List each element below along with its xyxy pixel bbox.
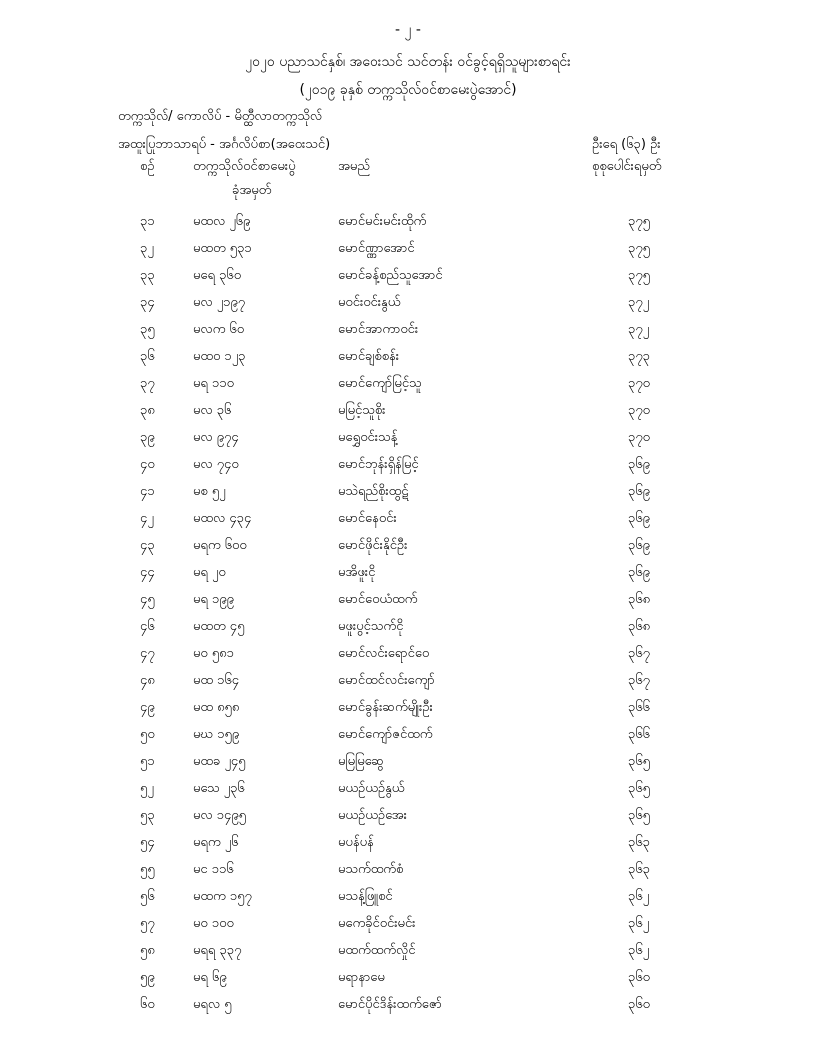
roll-number: မစ ၅၂ bbox=[193, 484, 226, 499]
student-name: မသက်ထက်စံ bbox=[338, 862, 404, 877]
student-name: မပန်ပန် bbox=[338, 835, 374, 850]
table-row bbox=[0, 429, 816, 453]
table-row bbox=[0, 375, 816, 399]
table-row bbox=[0, 483, 816, 507]
total-score: ၃၆၉ bbox=[628, 457, 650, 472]
header-total-score: စုစုပေါင်းရမှတ် bbox=[592, 159, 662, 174]
table-row bbox=[0, 348, 816, 372]
total-score: ၃၆၀ bbox=[628, 997, 650, 1012]
student-name: မဝင်းဝင်းနွယ် bbox=[338, 295, 401, 310]
student-name: မောင်ကျော်ဇင်ထက် bbox=[338, 727, 433, 742]
total-score: ၃၆၀ bbox=[628, 970, 650, 985]
student-name: မကေခိုင်ဝင်းမင်း bbox=[338, 916, 416, 931]
roll-number: မင ၁၁၆ bbox=[193, 862, 234, 877]
student-name: မသန့်ဖြူစင် bbox=[338, 889, 393, 904]
row-number: ၄၀ bbox=[140, 457, 155, 472]
row-number: ၅၇ bbox=[140, 916, 155, 931]
student-name: မောင်ဏ္ဏာအောင် bbox=[338, 241, 415, 256]
student-name: မောင်အာကာဝင်း bbox=[338, 322, 419, 337]
roll-number: မဝ ၅၈၁ bbox=[193, 646, 234, 661]
student-name: မအိဖူးငို bbox=[338, 565, 376, 580]
student-name: မသဲရည်စိုးထွဋ် bbox=[338, 484, 409, 499]
total-score: ၃၇၃ bbox=[628, 349, 650, 364]
student-name: မမြမြဆွေ bbox=[338, 754, 384, 769]
student-name: မယဉ်ယဉ်နွယ် bbox=[338, 781, 405, 796]
total-score: ၃၆၇ bbox=[628, 673, 650, 688]
row-number: ၄၅ bbox=[140, 592, 155, 607]
total-score: ၃၆၈ bbox=[628, 592, 651, 607]
row-number: ၃၁ bbox=[140, 214, 155, 229]
total-score: ၃၇၀ bbox=[628, 403, 650, 418]
row-number: ၃၅ bbox=[140, 322, 155, 337]
row-number: ၅၅ bbox=[140, 862, 155, 877]
student-name: မထက်ထက်လှိုင် bbox=[338, 943, 416, 958]
row-number: ၃၆ bbox=[140, 349, 155, 364]
roll-number: မထဝ ၁၂၃ bbox=[193, 349, 246, 364]
row-number: ၅၁ bbox=[140, 754, 155, 769]
student-name: မောင်ဝေယံထက် bbox=[338, 592, 418, 607]
header-roll-number-line2: ခုံအမှတ် bbox=[232, 183, 272, 198]
table-row bbox=[0, 645, 816, 669]
total-score: ၃၆၂ bbox=[628, 889, 650, 904]
student-name: မောင်လင်းရောင်ဝေ bbox=[338, 646, 430, 661]
table-row bbox=[0, 294, 816, 318]
total-score: ၃၆၅ bbox=[628, 781, 650, 796]
table-row bbox=[0, 753, 816, 777]
roll-number: မရ ၆၉ bbox=[193, 970, 227, 985]
roll-number: မရ ၁၁၀ bbox=[193, 376, 234, 391]
table-row bbox=[0, 213, 816, 237]
total-score: ၃၆၉ bbox=[628, 484, 650, 499]
row-number: ၅၉ bbox=[140, 970, 155, 985]
row-number: ၄၂ bbox=[140, 511, 154, 526]
male-count-label: ဦးရေ (၆၃) ဦး bbox=[592, 137, 661, 152]
total-score: ၃၆၉ bbox=[628, 511, 650, 526]
document-subtitle: (၂၀၁၉ ခုနှစ် တက္ကသိုလ်ဝင်စာမေးပွဲအောင်) bbox=[299, 82, 517, 98]
row-number: ၃၇ bbox=[140, 376, 155, 391]
row-number: ၅၆ bbox=[140, 889, 155, 904]
roll-number: မထလ ၄၃၄ bbox=[193, 511, 252, 526]
total-score: ၃၆၃ bbox=[628, 835, 650, 850]
table-row bbox=[0, 618, 816, 642]
roll-number: မထ ၁၆၄ bbox=[193, 673, 240, 688]
table-row bbox=[0, 834, 816, 858]
row-number: ၄၉ bbox=[140, 700, 155, 715]
row-number: ၃၈ bbox=[140, 403, 155, 418]
roll-number: မသေ ၂၃၆ bbox=[193, 781, 245, 796]
roll-number: မလ ၃၆ bbox=[193, 403, 232, 418]
total-score: ၃၆၉ bbox=[628, 538, 650, 553]
total-score: ၃၆၈ bbox=[628, 619, 651, 634]
total-score: ၃၆၃ bbox=[628, 862, 650, 877]
total-score: ၃၆၆ bbox=[628, 727, 650, 742]
total-score: ၃၆၇ bbox=[628, 646, 650, 661]
student-name: မောင်ပိုင်ဒိန်းထက်ဇော် bbox=[338, 997, 442, 1012]
row-number: ၄၆ bbox=[140, 619, 155, 634]
roll-number: မရက ၂၆ bbox=[193, 835, 239, 850]
major-label: အထူးပြုဘာသာရပ် - အင်္ဂလိပ်စာ(အဝေးသင်) bbox=[118, 137, 331, 152]
table-row bbox=[0, 996, 816, 1020]
roll-number: မရက ၆၀၀ bbox=[193, 538, 247, 553]
student-name: မယဉ်ယဉ်အေး bbox=[338, 808, 407, 823]
table-row bbox=[0, 807, 816, 831]
table-row bbox=[0, 321, 816, 345]
roll-number: မထတ ၅၃၁ bbox=[193, 241, 252, 256]
roll-number: မဝ ၁၀၀ bbox=[193, 916, 234, 931]
roll-number: မလ ၂၁၉၇ bbox=[193, 295, 246, 310]
table-row bbox=[0, 402, 816, 426]
roll-number: မထတ ၄၅ bbox=[193, 619, 245, 634]
header-name: အမည် bbox=[338, 159, 370, 174]
table-row bbox=[0, 564, 816, 588]
table-row bbox=[0, 888, 816, 912]
roll-number: မထက ၁၅၇ bbox=[193, 889, 252, 904]
header-no: စဉ် bbox=[140, 159, 155, 174]
roll-number: မထခ ၂၄၅ bbox=[193, 754, 246, 769]
table-row bbox=[0, 456, 816, 480]
header-roll-number: တက္ကသိုလ်ဝင်စာမေးပွဲ bbox=[193, 159, 296, 174]
row-number: ၄၈ bbox=[140, 673, 155, 688]
total-score: ၃၆၅ bbox=[628, 808, 650, 823]
row-number: ၃၄ bbox=[140, 295, 155, 310]
student-name: မောင်နေဝင်း bbox=[338, 511, 397, 526]
total-score: ၃၇၂ bbox=[628, 322, 650, 337]
student-name: မောင်ဘုန်းရှိန်မြင့် bbox=[338, 457, 419, 472]
row-number: ၃၂ bbox=[140, 241, 154, 256]
roll-number: မလ ၇၄၀ bbox=[193, 457, 239, 472]
row-number: ၄၇ bbox=[140, 646, 155, 661]
total-score: ၃၆၉ bbox=[628, 565, 650, 580]
document-title: ၂၀၂၀ ပညာသင်နှစ်၊ အဝေးသင် သင်တန်း ဝင်ခွင့်ရရှိသူများစာရင်း bbox=[245, 54, 571, 70]
student-name: မဖူးပွင့်သက်ငို bbox=[338, 619, 404, 634]
row-number: ၃၉ bbox=[140, 430, 155, 445]
student-name: မောင်ကျော်မြင့်သူ bbox=[338, 376, 422, 391]
total-score: ၃၇၀ bbox=[628, 430, 650, 445]
total-score: ၃၆၆ bbox=[628, 700, 650, 715]
row-number: ၄၁ bbox=[140, 484, 155, 499]
total-score: ၃၆၅ bbox=[628, 754, 650, 769]
table-row bbox=[0, 537, 816, 561]
student-name: မောင်ဖိုင်းနိုင်ဦး bbox=[338, 538, 408, 553]
student-name: မောင်မင်းမင်းထိုက် bbox=[338, 214, 427, 229]
row-number: ၅၀ bbox=[140, 727, 155, 742]
total-score: ၃၆၂ bbox=[628, 943, 650, 958]
table-row bbox=[0, 267, 816, 291]
roll-number: မရ ၁၉၉ bbox=[193, 592, 234, 607]
row-number: ၃၃ bbox=[140, 268, 155, 283]
table-row bbox=[0, 672, 816, 696]
table-row bbox=[0, 942, 816, 966]
table-row bbox=[0, 780, 816, 804]
roll-number: မလ ၁၄၉၅ bbox=[193, 808, 246, 823]
table-row bbox=[0, 591, 816, 615]
table-row bbox=[0, 510, 816, 534]
table-row bbox=[0, 969, 816, 993]
total-score: ၃၇၅ bbox=[628, 268, 650, 283]
row-number: ၄၃ bbox=[140, 538, 155, 553]
table-row bbox=[0, 915, 816, 939]
roll-number: မဃ ၁၅၉ bbox=[193, 727, 240, 742]
student-name: မောင်ခွန်းဆက်မျိုးဦး bbox=[338, 700, 433, 715]
row-number: ၅၃ bbox=[140, 808, 155, 823]
roll-number: မထ ၈၅၈ bbox=[193, 700, 240, 715]
roll-number: မရလ ၅ bbox=[193, 997, 232, 1012]
roll-number: မထလ ၂၆၉ bbox=[193, 214, 251, 229]
student-name: မမြင့်သူစိုး bbox=[338, 403, 386, 418]
roll-number: မရ ၂၀ bbox=[193, 565, 226, 580]
university-label: တက္ကသိုလ်/ ကောလိပ် - မိတ္ထီလာတက္ကသိုလ် bbox=[118, 109, 323, 124]
total-score: ၃၇၀ bbox=[628, 376, 650, 391]
student-name: မောင်ချစ်စန်း bbox=[338, 349, 400, 364]
student-name: မရာနာမေ bbox=[338, 970, 385, 985]
roll-number: မလ ၉၇၄ bbox=[193, 430, 239, 445]
row-number: ၆၀ bbox=[140, 997, 155, 1012]
student-name: မောင်ထင်လင်းကျော် bbox=[338, 673, 435, 688]
roll-number: မလက ၆၀ bbox=[193, 322, 245, 337]
table-row bbox=[0, 861, 816, 885]
table-row bbox=[0, 699, 816, 723]
total-score: ၃၇၅ bbox=[628, 241, 650, 256]
row-number: ၅၈ bbox=[140, 943, 155, 958]
total-score: ၃၇၅ bbox=[628, 214, 650, 229]
student-name: မောင်ခန့်စည်သူအောင် bbox=[338, 268, 443, 283]
total-score: ၃၆၂ bbox=[628, 916, 650, 931]
row-number: ၄၄ bbox=[140, 565, 155, 580]
student-name: မရွှေဝင်းသန့် bbox=[338, 430, 398, 445]
total-score: ၃၇၂ bbox=[628, 295, 650, 310]
row-number: ၅၄ bbox=[140, 835, 155, 850]
roll-number: မရေ ၃၆၀ bbox=[193, 268, 242, 283]
roll-number: မရရ ၃၃၇ bbox=[193, 943, 242, 958]
page-number: - ၂ - bbox=[395, 22, 421, 38]
row-number: ၅၂ bbox=[140, 781, 154, 796]
table-row bbox=[0, 726, 816, 750]
table-row bbox=[0, 240, 816, 264]
